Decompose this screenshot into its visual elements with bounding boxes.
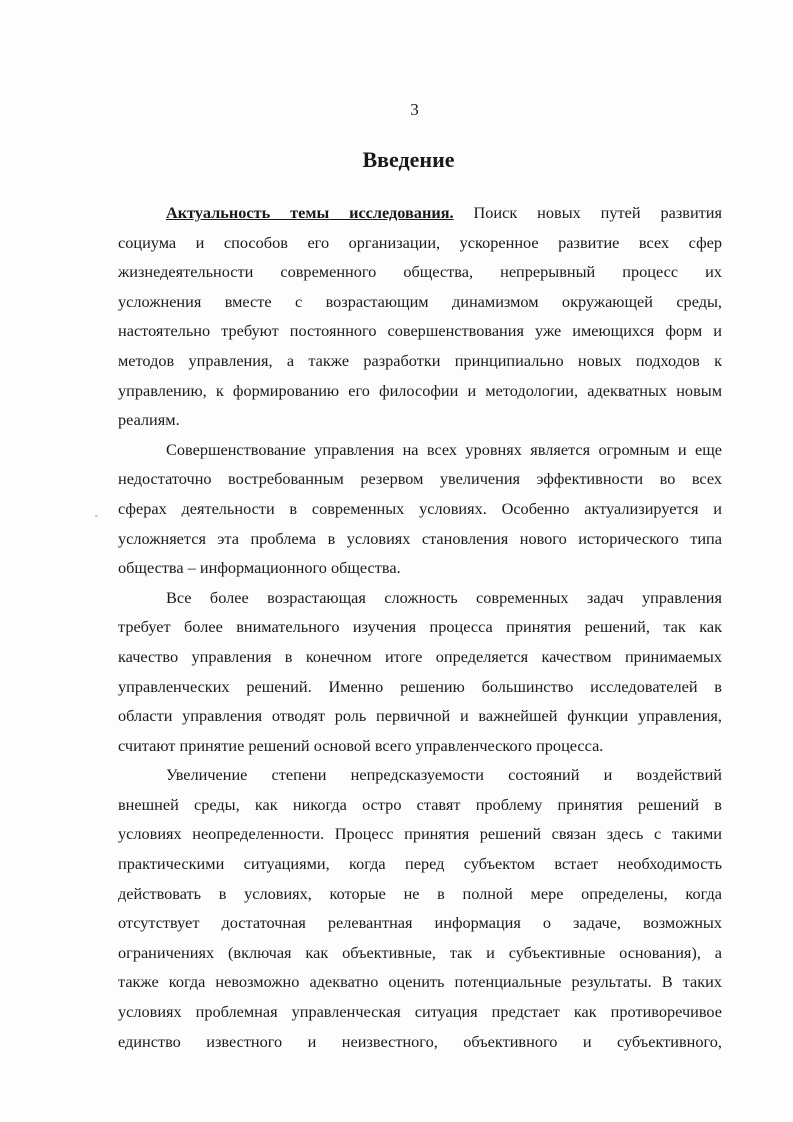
text-line: сферах деятельности в современных условиях. Особенно актуализируется и	[118, 498, 722, 518]
text-line: ограничениях (включая как объективные, так и субъективные основания), а	[118, 942, 722, 962]
paragraph-4	[118, 760, 722, 1056]
text-line: реалиям.	[118, 410, 180, 430]
text-line: социума и способов его организации, ускоренное развитие всех сфер	[118, 232, 722, 252]
text-line: Совершенствование управления на всех уровнях является огромным и еще	[166, 439, 722, 459]
text-line: общества – информационного общества.	[118, 558, 401, 578]
text-line: действовать в условиях, которые не в полной мере определены, когда	[118, 883, 722, 903]
text-line: управленческих решений. Именно решению большинство исследователей в	[118, 676, 722, 696]
text-line: управлению, к формированию его философии и методологии, адекватных новым	[118, 380, 722, 400]
text-line: усложняется эта проблема в условиях становления нового исторического типа	[118, 528, 722, 548]
text-line: Все более возрастающая сложность современных задач управления	[166, 587, 722, 607]
text-line: усложнения вместе с возрастающим динамизмом окружающей среды,	[118, 291, 722, 311]
text-line: методов управления, а также разработки принципиально новых подходов к	[118, 350, 722, 370]
page-number: 3	[410, 100, 419, 119]
scan-speck	[95, 515, 98, 517]
text-line: единство известного и неизвестного, объективного и субъективного,	[118, 1031, 722, 1051]
text-line: Актуальность темы исследования. Поиск новых путей развития	[166, 203, 723, 222]
text-line: считают принятие решений основой всего управленческого процесса.	[118, 735, 604, 755]
paragraph-1	[118, 198, 722, 435]
text-line: отсутствует достаточная релевантная информация о задаче, возможных	[118, 913, 722, 933]
text-line: Увеличение степени непредсказуемости состояний и воздействий	[166, 765, 722, 785]
body-text	[118, 198, 722, 1056]
paragraph-2	[118, 435, 722, 583]
text-line: условиях неопределенности. Процесс принятия решений связан здесь с такими	[118, 824, 722, 844]
text-line: жизнедеятельности современного общества, непрерывный процесс их	[118, 262, 722, 282]
text-line: практическими ситуациями, когда перед субъектом встает необходимость	[118, 854, 722, 874]
text-line: требует более внимательного изучения процесса принятия решений, так как	[118, 617, 722, 637]
section-title: Введение	[362, 147, 455, 172]
text-line: настоятельно требуют постоянного совершенствования уже имеющихся форм и	[118, 321, 722, 341]
text-line: условиях проблемная управленческая ситуация предстает как противоречивое	[118, 1002, 722, 1022]
text-line: области управления отводят роль первичной и важнейшей функции управления,	[118, 706, 722, 726]
paragraph-3	[118, 583, 722, 761]
text-line: недостаточно востребованным резервом увеличения эффективности во всех	[118, 469, 722, 489]
lead-heading: Актуальность темы исследования.	[166, 203, 454, 222]
text-line: качество управления в конечном итоге определяется качеством принимаемых	[118, 646, 722, 666]
text-line: внешней среды, как никогда остро ставят проблему принятия решений в	[118, 794, 722, 814]
text-line: также когда невозможно адекватно оценить потенциальные результаты. В таких	[118, 972, 722, 992]
